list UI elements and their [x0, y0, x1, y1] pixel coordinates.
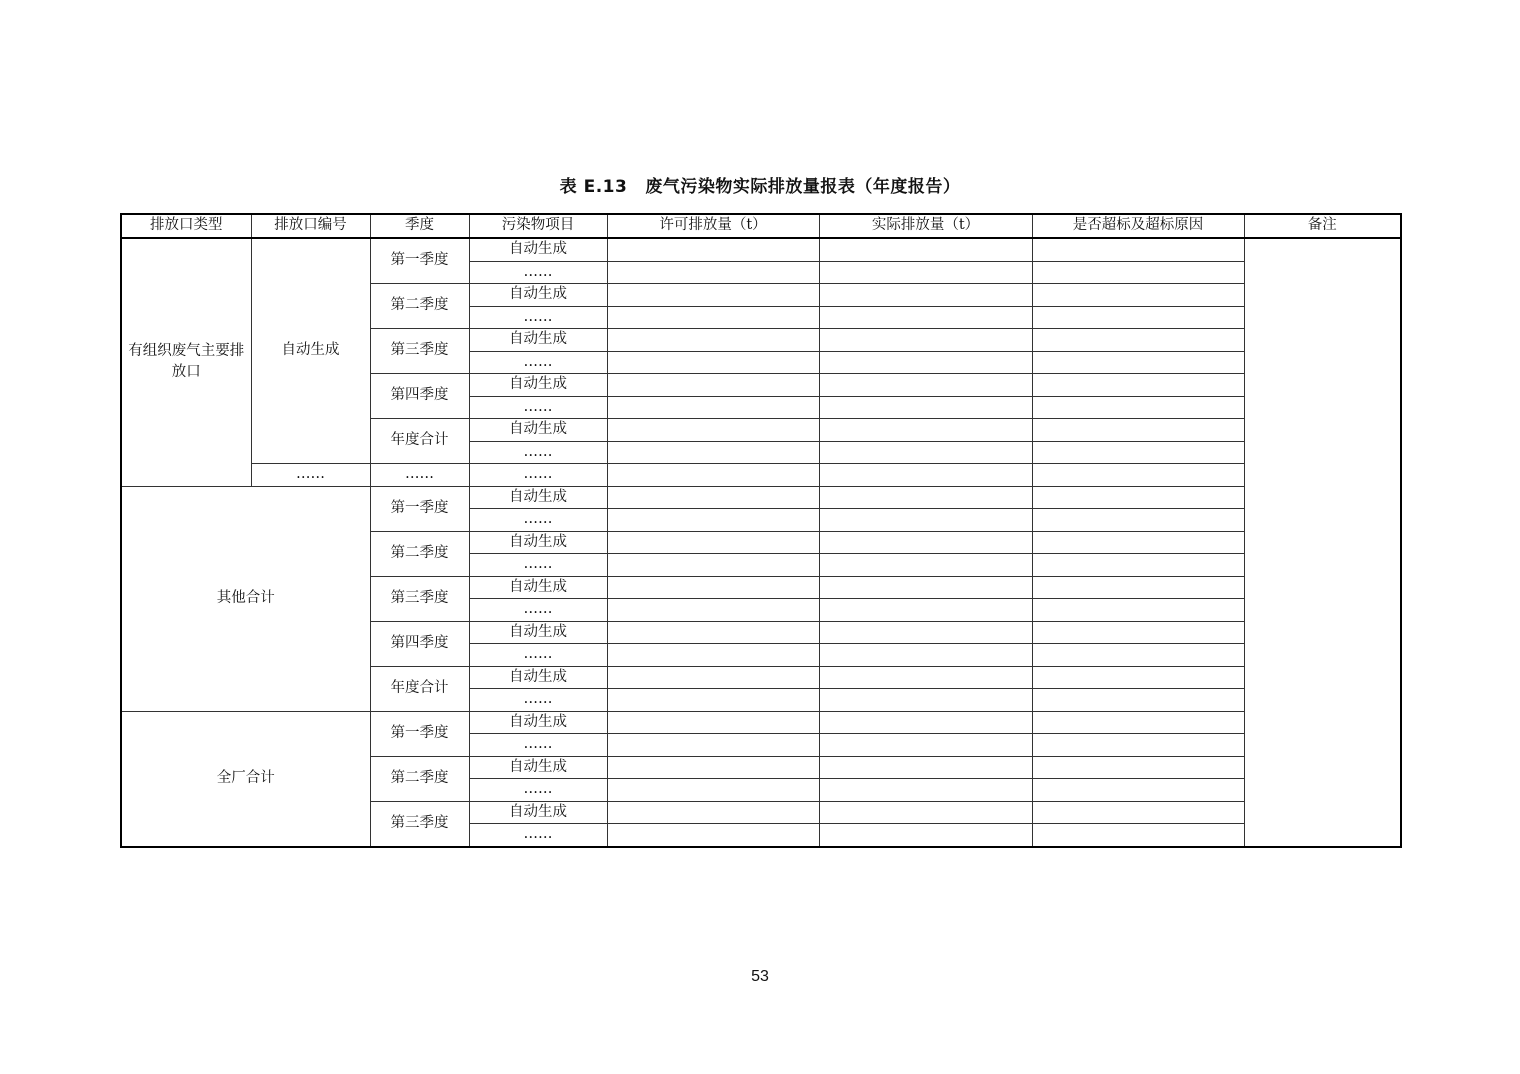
- exceed-cell[interactable]: [1032, 824, 1244, 847]
- pollutant-cell: ……: [469, 599, 607, 622]
- exceed-cell[interactable]: [1032, 396, 1244, 419]
- exceed-cell[interactable]: [1032, 509, 1244, 532]
- permitted-cell[interactable]: [607, 801, 819, 824]
- permitted-cell[interactable]: [607, 464, 819, 487]
- permitted-cell[interactable]: [607, 824, 819, 847]
- exceed-cell[interactable]: [1032, 689, 1244, 712]
- permitted-cell[interactable]: [607, 621, 819, 644]
- exceed-cell[interactable]: [1032, 284, 1244, 307]
- outlet-number-ellipsis: ……: [251, 464, 370, 487]
- pollutant-cell: 自动生成: [469, 486, 607, 509]
- permitted-cell[interactable]: [607, 396, 819, 419]
- table-caption-title: 废气污染物实际排放量报表（年度报告）: [645, 177, 961, 197]
- permitted-cell[interactable]: [607, 599, 819, 622]
- actual-cell[interactable]: [819, 419, 1032, 442]
- actual-cell[interactable]: [819, 554, 1032, 577]
- table-row: [121, 464, 1401, 487]
- emission-report-table: [120, 213, 1402, 848]
- quarter-cell: 第二季度: [370, 284, 469, 329]
- pollutant-cell: 自动生成: [469, 621, 607, 644]
- pollutant-cell: ……: [469, 351, 607, 374]
- exceed-cell[interactable]: [1032, 576, 1244, 599]
- quarter-cell: 第一季度: [370, 238, 469, 284]
- permitted-cell[interactable]: [607, 711, 819, 734]
- exceed-cell[interactable]: [1032, 486, 1244, 509]
- permitted-cell[interactable]: [607, 329, 819, 352]
- actual-cell[interactable]: [819, 486, 1032, 509]
- actual-cell[interactable]: [819, 644, 1032, 667]
- actual-cell[interactable]: [819, 329, 1032, 352]
- table-row: [121, 238, 1401, 261]
- exceed-cell[interactable]: [1032, 306, 1244, 329]
- permitted-cell[interactable]: [607, 374, 819, 397]
- table-caption-number: 表 E.13: [559, 177, 628, 197]
- actual-cell[interactable]: [819, 689, 1032, 712]
- pollutant-cell: ……: [469, 261, 607, 284]
- quarter-cell: 第二季度: [370, 531, 469, 576]
- actual-cell[interactable]: [819, 801, 1032, 824]
- quarter-cell: 第四季度: [370, 621, 469, 666]
- pollutant-cell: 自动生成: [469, 374, 607, 397]
- quarter-ellipsis: ……: [370, 464, 469, 487]
- pollutant-cell: 自动生成: [469, 329, 607, 352]
- quarter-cell: 第四季度: [370, 374, 469, 419]
- exceed-cell[interactable]: [1032, 644, 1244, 667]
- table-header-row: [121, 214, 1401, 238]
- header-permitted-amount: 许可排放量（t）: [607, 214, 819, 238]
- quarter-cell: 第三季度: [370, 576, 469, 621]
- pollutant-cell: 自动生成: [469, 576, 607, 599]
- pollutant-cell: 自动生成: [469, 284, 607, 307]
- quarter-cell: 第三季度: [370, 329, 469, 374]
- permitted-cell[interactable]: [607, 644, 819, 667]
- permitted-cell[interactable]: [607, 576, 819, 599]
- page-number: 53: [751, 968, 769, 985]
- pollutant-cell: ……: [469, 464, 607, 487]
- section-label-other-total: 其他合计: [121, 486, 370, 711]
- actual-cell[interactable]: [819, 261, 1032, 284]
- exceed-cell[interactable]: [1032, 261, 1244, 284]
- quarter-cell: 第一季度: [370, 711, 469, 756]
- quarter-cell: 第一季度: [370, 486, 469, 531]
- pollutant-cell: 自动生成: [469, 531, 607, 554]
- actual-cell[interactable]: [819, 824, 1032, 847]
- pollutant-cell: ……: [469, 396, 607, 419]
- header-exceed-reason: 是否超标及超标原因: [1032, 214, 1244, 238]
- exceed-cell[interactable]: [1032, 666, 1244, 689]
- pollutant-cell: ……: [469, 824, 607, 847]
- actual-cell[interactable]: [819, 599, 1032, 622]
- actual-cell[interactable]: [819, 238, 1032, 261]
- actual-cell[interactable]: [819, 441, 1032, 464]
- quarter-cell: 第三季度: [370, 801, 469, 847]
- exceed-cell[interactable]: [1032, 464, 1244, 487]
- permitted-cell[interactable]: [607, 419, 819, 442]
- header-quarter: 季度: [370, 214, 469, 238]
- exceed-cell[interactable]: [1032, 801, 1244, 824]
- pollutant-cell: ……: [469, 689, 607, 712]
- permitted-cell[interactable]: [607, 779, 819, 802]
- actual-cell[interactable]: [819, 779, 1032, 802]
- table-caption: [0, 172, 1520, 197]
- pollutant-cell: 自动生成: [469, 756, 607, 779]
- permitted-cell[interactable]: [607, 509, 819, 532]
- pollutant-cell: ……: [469, 644, 607, 667]
- actual-cell[interactable]: [819, 666, 1032, 689]
- permitted-cell[interactable]: [607, 756, 819, 779]
- permitted-cell[interactable]: [607, 306, 819, 329]
- exceed-cell[interactable]: [1032, 351, 1244, 374]
- pollutant-cell: ……: [469, 554, 607, 577]
- actual-cell[interactable]: [819, 374, 1032, 397]
- exceed-cell[interactable]: [1032, 238, 1244, 261]
- exceed-cell[interactable]: [1032, 419, 1244, 442]
- actual-cell[interactable]: [819, 509, 1032, 532]
- exceed-cell[interactable]: [1032, 711, 1244, 734]
- pollutant-cell: ……: [469, 306, 607, 329]
- quarter-cell: 年度合计: [370, 419, 469, 464]
- pollutant-cell: ……: [469, 734, 607, 757]
- permitted-cell[interactable]: [607, 238, 819, 261]
- exceed-cell[interactable]: [1032, 756, 1244, 779]
- actual-cell[interactable]: [819, 756, 1032, 779]
- permitted-cell[interactable]: [607, 441, 819, 464]
- section-label-main-outlet: 有组织废气主要排放口: [121, 238, 251, 486]
- actual-cell[interactable]: [819, 396, 1032, 419]
- actual-cell[interactable]: [819, 734, 1032, 757]
- permitted-cell[interactable]: [607, 284, 819, 307]
- header-remarks: 备注: [1244, 214, 1401, 238]
- pollutant-cell: 自动生成: [469, 666, 607, 689]
- outlet-number-cell: 自动生成: [251, 238, 370, 464]
- header-outlet-type: 排放口类型: [121, 214, 251, 238]
- table-row: [121, 486, 1401, 509]
- exceed-cell[interactable]: [1032, 734, 1244, 757]
- pollutant-cell: 自动生成: [469, 419, 607, 442]
- permitted-cell[interactable]: [607, 666, 819, 689]
- actual-cell[interactable]: [819, 306, 1032, 329]
- quarter-cell: 第二季度: [370, 756, 469, 801]
- header-actual-amount: 实际排放量（t）: [819, 214, 1032, 238]
- exceed-cell[interactable]: [1032, 779, 1244, 802]
- permitted-cell[interactable]: [607, 486, 819, 509]
- table-row: [121, 711, 1401, 734]
- permitted-cell[interactable]: [607, 554, 819, 577]
- actual-cell[interactable]: [819, 621, 1032, 644]
- permitted-cell[interactable]: [607, 689, 819, 712]
- permitted-cell[interactable]: [607, 734, 819, 757]
- pollutant-cell: ……: [469, 509, 607, 532]
- section-label-plant-total: 全厂合计: [121, 711, 370, 847]
- remarks-cell[interactable]: [1244, 238, 1401, 847]
- actual-cell[interactable]: [819, 351, 1032, 374]
- actual-cell[interactable]: [819, 576, 1032, 599]
- permitted-cell[interactable]: [607, 351, 819, 374]
- header-pollutant: 污染物项目: [469, 214, 607, 238]
- permitted-cell[interactable]: [607, 531, 819, 554]
- exceed-cell[interactable]: [1032, 621, 1244, 644]
- actual-cell[interactable]: [819, 464, 1032, 487]
- exceed-cell[interactable]: [1032, 554, 1244, 577]
- exceed-cell[interactable]: [1032, 374, 1244, 397]
- pollutant-cell: 自动生成: [469, 801, 607, 824]
- exceed-cell[interactable]: [1032, 329, 1244, 352]
- actual-cell[interactable]: [819, 531, 1032, 554]
- exceed-cell[interactable]: [1032, 441, 1244, 464]
- pollutant-cell: ……: [469, 779, 607, 802]
- permitted-cell[interactable]: [607, 261, 819, 284]
- exceed-cell[interactable]: [1032, 531, 1244, 554]
- pollutant-cell: ……: [469, 441, 607, 464]
- actual-cell[interactable]: [819, 284, 1032, 307]
- exceed-cell[interactable]: [1032, 599, 1244, 622]
- actual-cell[interactable]: [819, 711, 1032, 734]
- pollutant-cell: 自动生成: [469, 238, 607, 261]
- quarter-cell: 年度合计: [370, 666, 469, 711]
- header-outlet-number: 排放口编号: [251, 214, 370, 238]
- pollutant-cell: 自动生成: [469, 711, 607, 734]
